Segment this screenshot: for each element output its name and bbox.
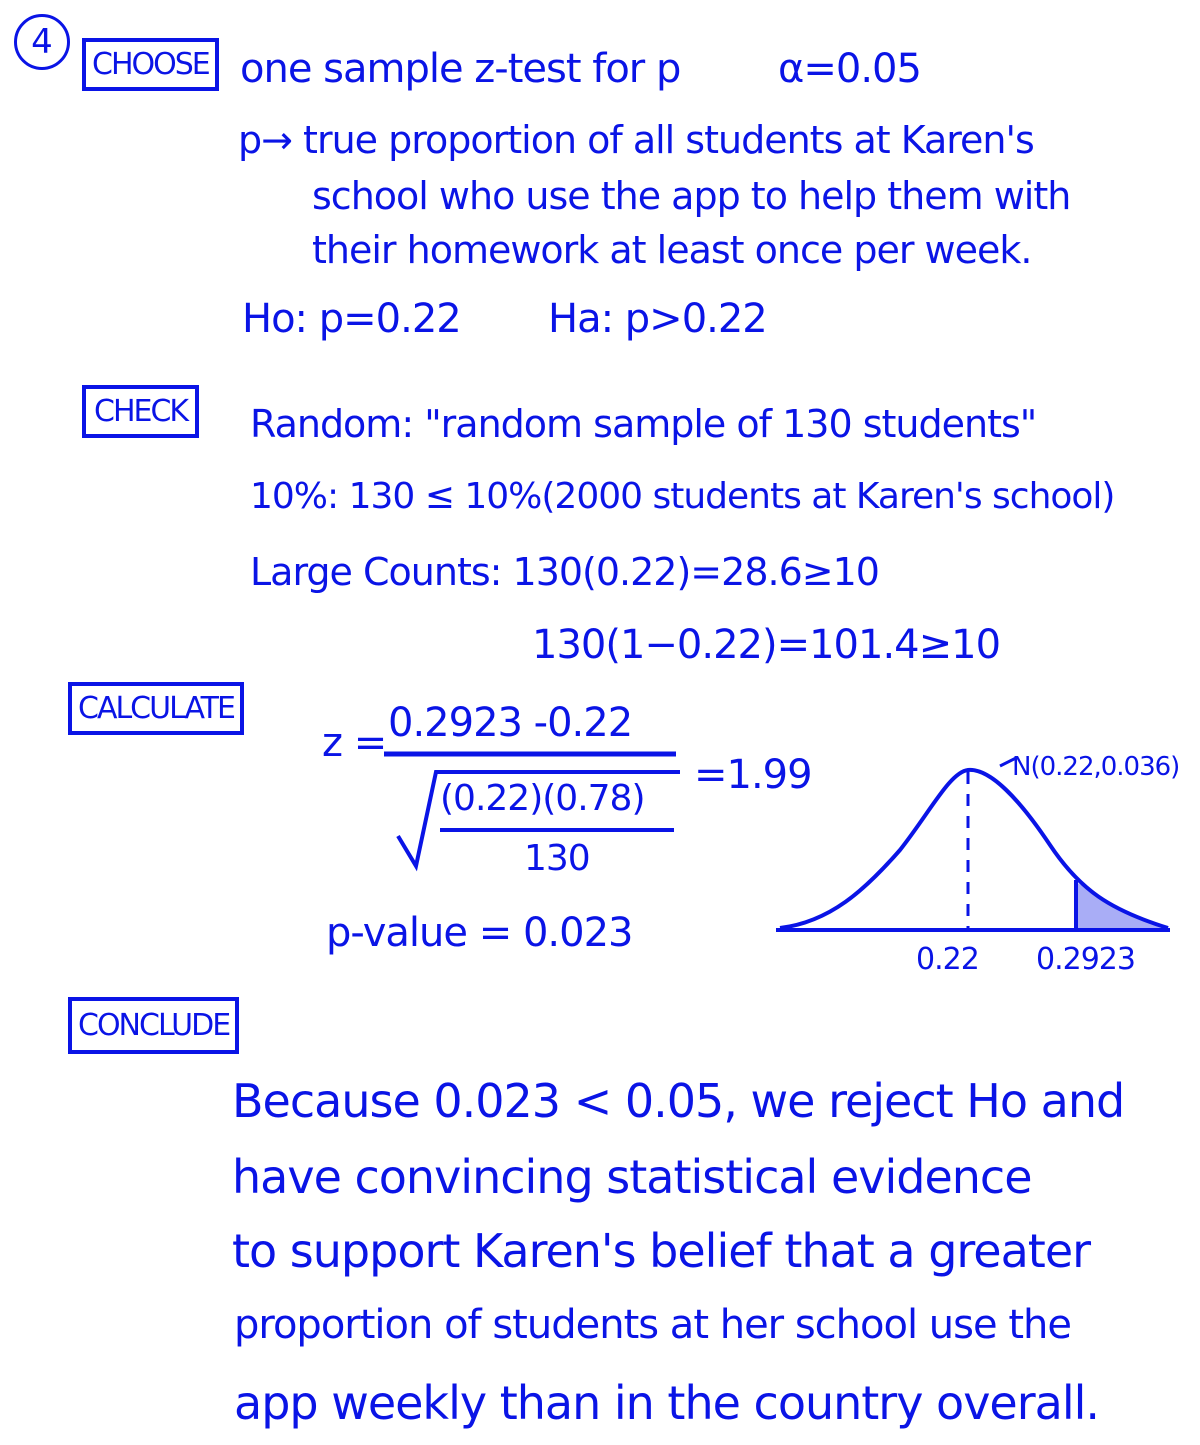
conclusion-line-4: proportion of students at her school use the — [234, 1302, 1071, 1348]
large-counts-condition-1: Large Counts: 130(0.22)=28.6≥10 — [250, 550, 879, 594]
large-counts-condition-2: 130(1−0.22)=101.4≥10 — [532, 622, 1001, 668]
curve-distribution-label: N(0.22,0.036) — [1012, 752, 1180, 782]
alternative-hypothesis: Ha: p>0.22 — [548, 296, 767, 342]
ten-percent-condition: 10%: 130 ≤ 10%(2000 students at Karen's school) — [250, 476, 1115, 517]
p-value: p-value = 0.023 — [326, 910, 633, 956]
check-step-box: CHECK — [82, 385, 199, 438]
conclusion-line-1: Because 0.023 < 0.05, we reject Ho and — [232, 1074, 1125, 1128]
inner-numerator: (0.22)(0.78) — [440, 778, 645, 819]
random-condition: Random: "random sample of 130 students" — [250, 402, 1037, 446]
conclusion-line-2: have convincing statistical evidence — [232, 1150, 1032, 1204]
z-label: z = — [322, 720, 387, 766]
choose-step-box: CHOOSE — [82, 38, 219, 91]
parameter-definition-line-3: their homework at least once per week. — [312, 228, 1032, 272]
tick-label-statistic: 0.2923 — [1036, 942, 1135, 977]
alpha-level: α=0.05 — [778, 46, 921, 92]
inner-denominator: 130 — [524, 838, 590, 879]
parameter-definition-line-1: p→ true proportion of all students at Karen's — [238, 118, 1034, 162]
question-number: 4 — [14, 14, 70, 70]
z-result: =1.99 — [694, 752, 812, 798]
conclusion-line-3: to support Karen's belief that a greater — [232, 1224, 1091, 1278]
parameter-definition-line-2: school who use the app to help them with — [312, 174, 1071, 218]
conclusion-line-5: app weekly than in the country overall. — [234, 1376, 1100, 1430]
test-name: one sample z-test for p — [240, 46, 681, 92]
conclude-step-box: CONCLUDE — [68, 997, 239, 1054]
calculate-step-box: CALCULATE — [68, 682, 244, 735]
tick-label-center: 0.22 — [916, 942, 979, 977]
z-numerator: 0.2923 -0.22 — [388, 700, 633, 746]
null-hypothesis: Ho: p=0.22 — [242, 296, 461, 342]
